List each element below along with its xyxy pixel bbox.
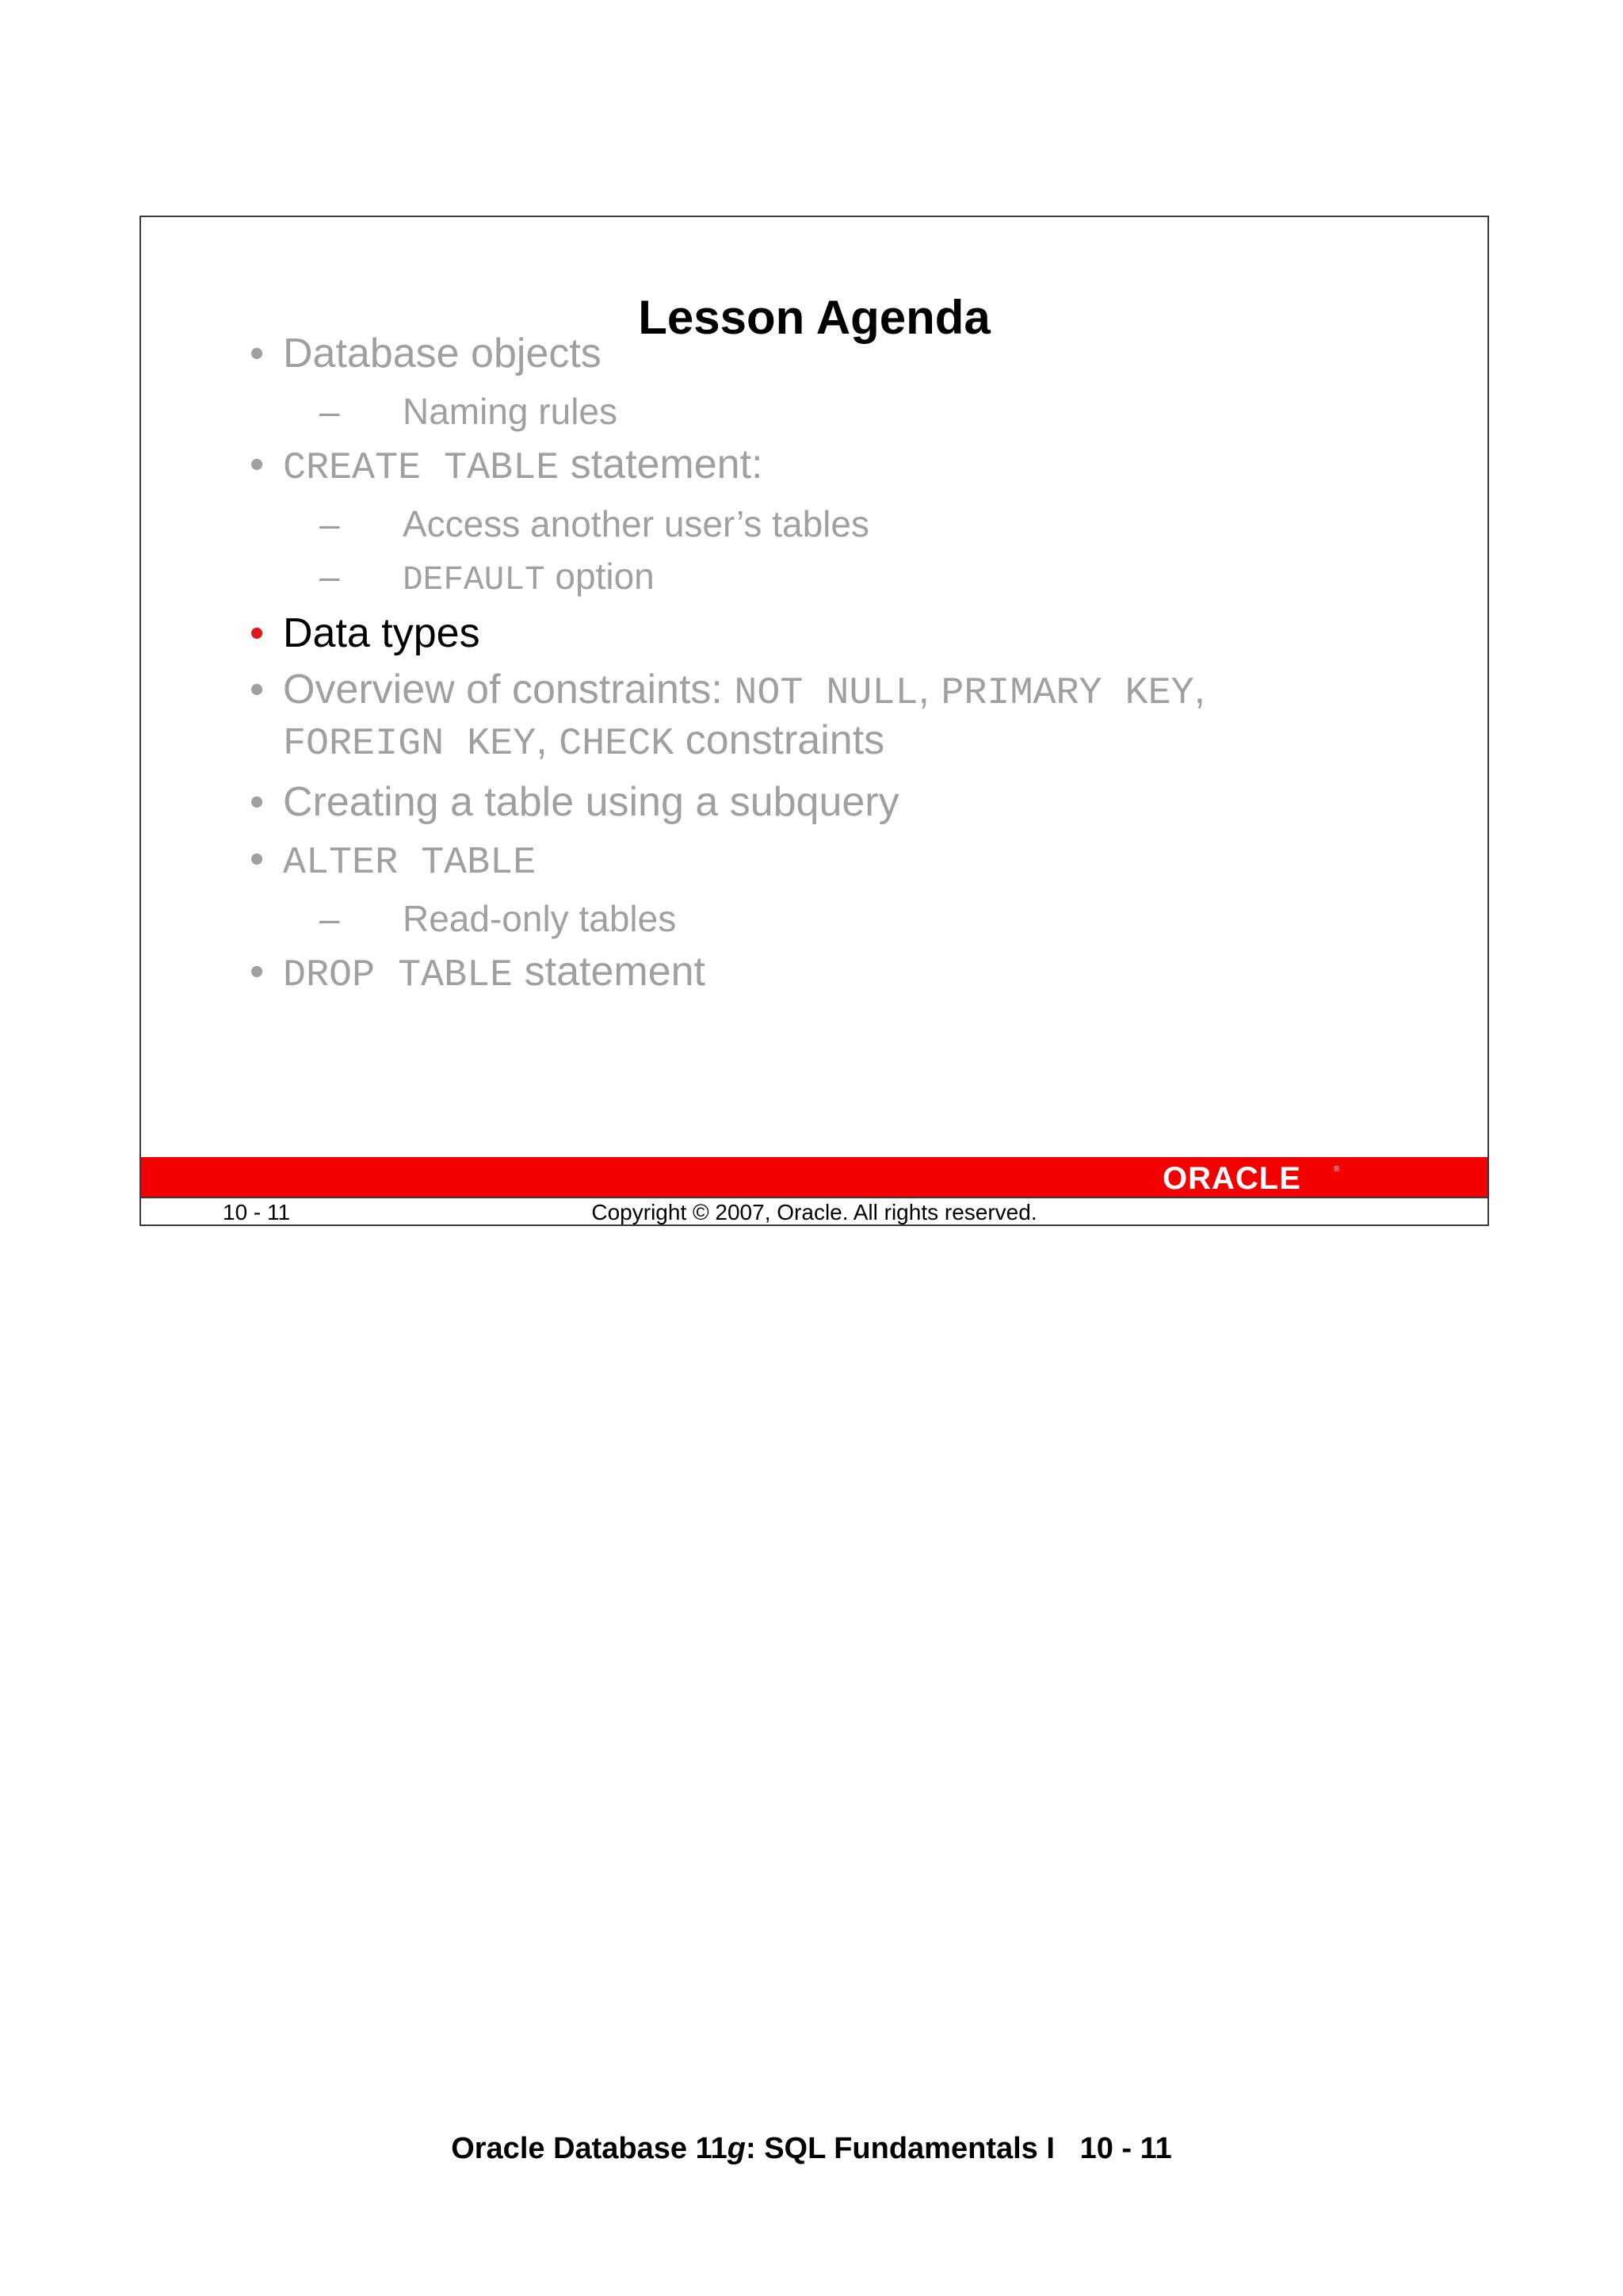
bullet-icon: • xyxy=(250,667,265,712)
bullet-icon: • xyxy=(250,779,265,825)
bullet-icon: • xyxy=(250,330,265,376)
code-text: CHECK xyxy=(559,722,674,766)
oracle-logo-icon xyxy=(1163,1160,1345,1194)
code-text: PRIMARY KEY xyxy=(941,671,1194,715)
slide xyxy=(139,216,1489,1226)
slide-footer xyxy=(141,1197,1487,1226)
code-text: DROP TABLE xyxy=(283,953,514,997)
dash-icon: – xyxy=(319,898,340,939)
bullet-icon: • xyxy=(250,836,265,882)
dash-icon: – xyxy=(319,556,340,597)
slide-title: Lesson Agenda xyxy=(638,291,991,344)
code-text: ALTER TABLE xyxy=(283,841,537,884)
brand-bar xyxy=(141,1157,1487,1197)
dash-icon: – xyxy=(319,391,340,432)
copyright-text: Copyright © 2007, Oracle. All rights reserved. xyxy=(591,1200,1037,1224)
slide-number: 10 - 11 xyxy=(223,1200,291,1224)
agenda-list: • Database objects – Naming rules • CREATE TABLE statement: – Access another user’s tables – DEFAULT option • Data types • Overview of constraints: NOT NULL, PRIMARY KEY, FOREIGN KEY, CHECK constraints • Creating a table using a subquery • ALTER TABLE – Read-only tables • DROP TABLE statement xyxy=(250,330,1206,997)
code-text: DEFAULT xyxy=(403,560,545,599)
code-text: NOT NULL xyxy=(734,671,918,715)
svg-text:®: ® xyxy=(1334,1165,1340,1174)
bullet-icon: • xyxy=(250,610,265,656)
bullet-icon: • xyxy=(250,441,265,487)
dash-icon: – xyxy=(319,503,340,544)
page-footer: Oracle Database 11g: SQL Fundamentals I 10 - 11 xyxy=(451,2132,1172,2165)
bullet-icon: • xyxy=(250,949,265,995)
code-text: FOREIGN KEY xyxy=(283,722,537,766)
code-text: CREATE TABLE xyxy=(283,446,559,490)
svg-text:ORACLE: ORACLE xyxy=(1163,1161,1301,1194)
